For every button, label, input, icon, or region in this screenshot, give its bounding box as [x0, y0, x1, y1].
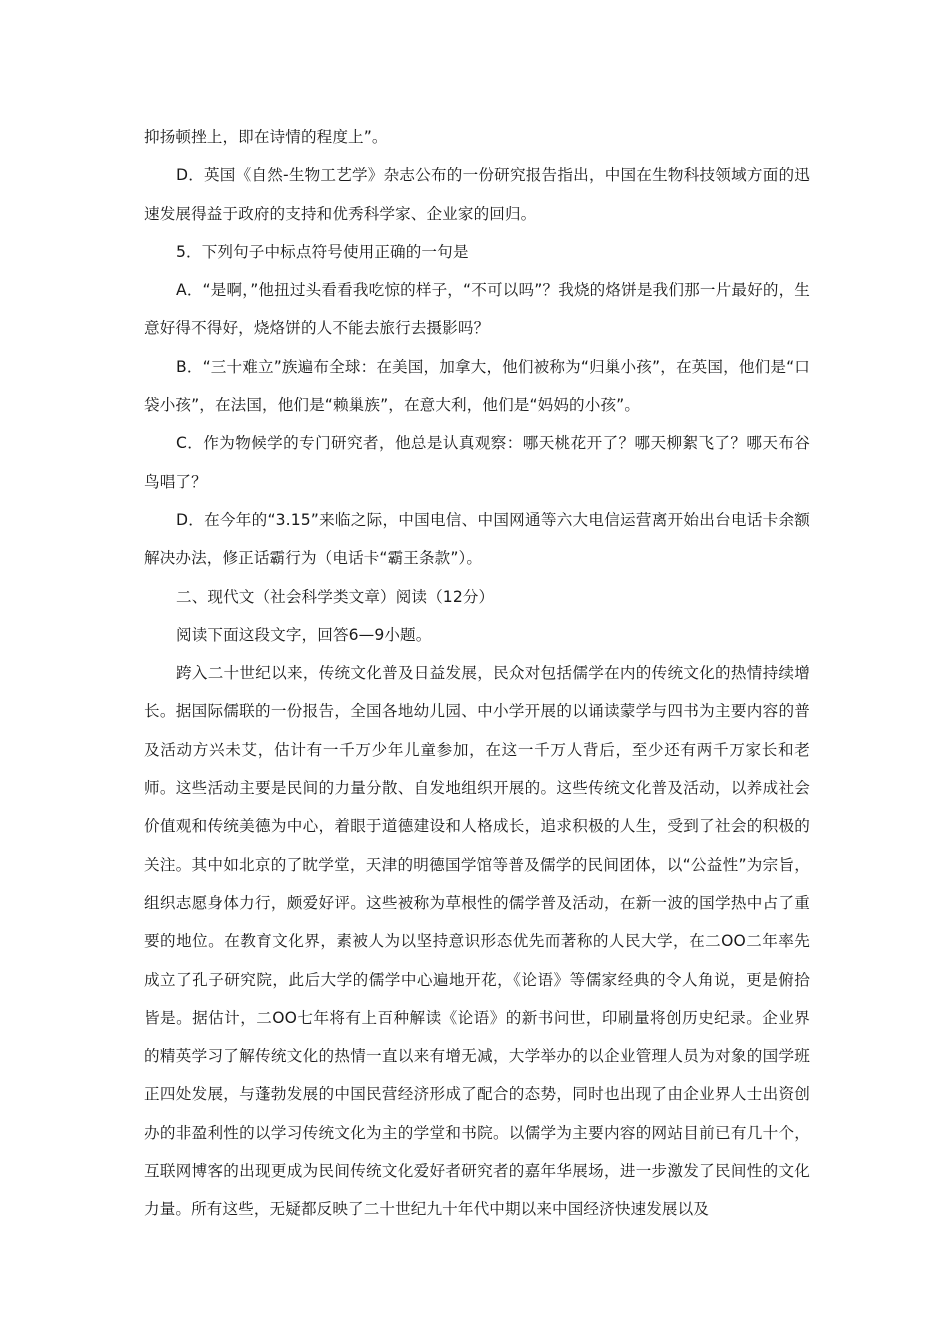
option-d-q4: D．英国《自然-生物工艺学》杂志公布的一份研究报告指出，中国在生物科技领域方面的迅速发展得益于政府的支持和优秀科学家、企业家的回归。	[144, 166, 810, 223]
option-b-q5: B．“三十难立”族遍布全球：在美国，加拿大，他们被称为“归巢小孩”，在英国，他们是“口袋小孩”，在法国，他们是“赖巢族”，在意大利，他们是“妈妈的小孩”。	[144, 357, 810, 415]
reading-passage: 跨入二十世纪以来，传统文化普及日益发展，民众对包括儒学在内的传统文化的热情持续增长。据国际儒联的一份报告，全国各地幼儿园、中小学开展的以诵读蒙学与四书为主要内容的普及活动方兴未艾，估计有一千万少年儿童参加，在这一千万人背后，至少还有两千万家长和老师。这些活动主要是民间的力量分散、自发地组织开展的。这些传统文化普及活动，以养成社会价值观和传统美德为中心，着眼于道德建设和人格成长，追求积极的人生，受到了社会的积极的关注。其中如北京的了眈学堂，天津的明德国学馆等普及儒学的民间团体，以“公益性”为宗旨，组织志愿身体力行，颇爱好评。这些被称为草根性的儒学普及活动，在新一波的国学热中占了重要的地位。在教育文化界，素被人为以坚持意识形态优先而著称的人民大学，在二OO二年率先成立了孔子研究院，此后大学的儒学中心遍地开花，《论语》等儒家经典的令人角说，更是俯拾皆是。据估计，二OO七年将有上百种解读《论语》的新书问世，印刷量将创历史纪录。企业界的精英学习了解传统文化的热情一直以来有增无减，大学举办的以企业管理人员为对象的国学班正四处发展，与蓬勃发展的中国民营经济形成了配合的态势，同时也出现了由企业界人士出资创办的非盈利性的以学习传统文化为主的学堂和书院。以儒学为主要内容的网站目前已有几十个，互联网博客的出现更成为民间传统文化爱好者研究者的嘉年华展场，进一步激发了民间性的文化力量。所有这些，无疑都反映了二十世纪九十年代中期以来中国经济快速发展以及	[144, 664, 810, 1219]
document-body	[144, 118, 810, 1229]
option-a-q5: A．“是啊，”他扭过头看看我吃惊的样子，“不可以吗”？我烧的烙饼是我们那一片最好的，生意好得不得好，烧烙饼的人不能去旅行去摄影吗？	[144, 281, 810, 338]
section-heading: 二、现代文（社会科学类文章）阅读（12分）	[176, 587, 495, 606]
paragraph-continuation: 抑扬顿挫上，即在诗情的程度上”。	[144, 128, 388, 146]
reading-instruction: 阅读下面这段文字，回答6—9小题。	[176, 625, 432, 644]
option-c-q5: C．作为物候学的专门研究者，他总是认真观察：哪天桃花开了？哪天柳絮飞了？哪天布谷鸟唱了？	[144, 434, 810, 491]
question-5: 5．下列句子中标点符号使用正确的一句是	[176, 242, 469, 261]
option-d-q5: D．在今年的“3.15”来临之际，中国电信、中国网通等六大电信运营离开始出台电话卡余额解决办法，修正话霸行为（电话卡“霸王条款”）。	[144, 510, 810, 568]
